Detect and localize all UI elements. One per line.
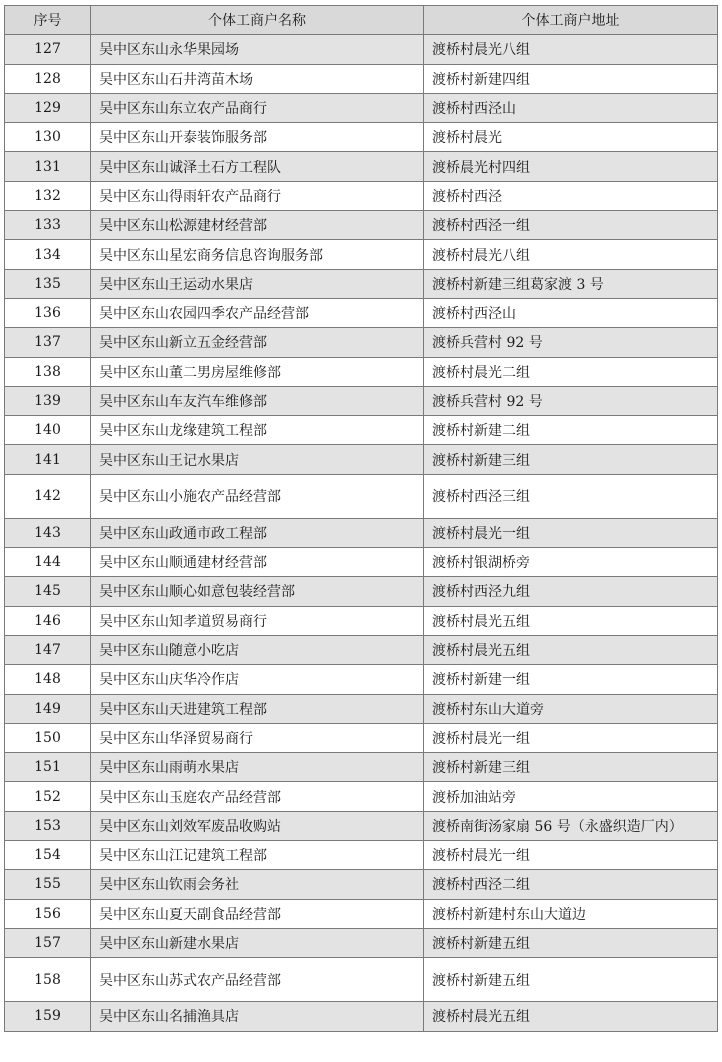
merchant-name-cell: 吴中区东山小施农产品经营部 [91, 474, 424, 518]
merchant-name-cell: 吴中区东山雨萌水果店 [91, 753, 424, 782]
merchant-name-cell: 吴中区东山王运动水果店 [91, 269, 424, 298]
merchant-name-cell: 吴中区东山星宏商务信息咨询服务部 [91, 240, 424, 269]
table-row [5, 298, 718, 327]
merchant-name-cell: 吴中区东山王记水果店 [91, 445, 424, 474]
merchant-address-cell: 渡桥村西泾三组 [424, 474, 718, 518]
merchant-name-cell: 吴中区东山刘效军废品收购站 [91, 811, 424, 840]
merchant-address-cell: 渡桥村晨光一组 [424, 841, 718, 870]
merchant-name-cell: 吴中区东山夏天副食品经营部 [91, 899, 424, 928]
merchant-name-cell: 吴中区东山苏式农产品经营部 [91, 958, 424, 1002]
serial-cell: 150 [5, 723, 91, 752]
table-row [5, 211, 718, 240]
table-row [5, 269, 718, 298]
merchant-name-cell: 吴中区东山名捕渔具店 [91, 1002, 424, 1031]
table-row [5, 577, 718, 606]
merchant-address-cell: 渡桥村银湖桥旁 [424, 548, 718, 577]
table-row [5, 870, 718, 899]
table-row [5, 548, 718, 577]
table-row [5, 635, 718, 664]
merchant-name-cell: 吴中区东山天进建筑工程部 [91, 694, 424, 723]
table-row [5, 841, 718, 870]
merchant-address-cell: 渡桥兵营村 92 号 [424, 386, 718, 415]
table-body [5, 35, 718, 1031]
serial-cell: 158 [5, 958, 91, 1002]
serial-cell: 142 [5, 474, 91, 518]
merchant-name-cell: 吴中区东山得雨轩农产品商行 [91, 181, 424, 210]
merchant-name-cell: 吴中区东山开泰装饰服务部 [91, 123, 424, 152]
table-row [5, 35, 718, 64]
merchant-address-cell: 渡桥村新建五组 [424, 928, 718, 957]
merchant-name-cell: 吴中区东山随意小吃店 [91, 635, 424, 664]
merchant-name-cell: 吴中区东山知孝道贸易商行 [91, 606, 424, 635]
serial-cell: 141 [5, 445, 91, 474]
table-row [5, 899, 718, 928]
merchant-address-cell: 渡桥村晨光 [424, 123, 718, 152]
merchant-address-cell: 渡桥加油站旁 [424, 782, 718, 811]
merchant-name-cell: 吴中区东山诚泽土石方工程队 [91, 152, 424, 181]
serial-cell: 154 [5, 841, 91, 870]
serial-cell: 146 [5, 606, 91, 635]
header-merchant-address: 个体工商户地址 [424, 6, 718, 35]
merchant-address-cell: 渡桥村新建三组 [424, 753, 718, 782]
serial-cell: 144 [5, 548, 91, 577]
table-row [5, 386, 718, 415]
table-row [5, 753, 718, 782]
serial-cell: 129 [5, 93, 91, 122]
table-row [5, 474, 718, 518]
merchant-address-cell: 渡桥村新建四组 [424, 64, 718, 93]
merchant-name-cell: 吴中区东山政通市政工程部 [91, 518, 424, 547]
serial-cell: 143 [5, 518, 91, 547]
serial-cell: 151 [5, 753, 91, 782]
merchant-name-cell: 吴中区东山石井湾苗木场 [91, 64, 424, 93]
table-row [5, 1002, 718, 1031]
serial-cell: 127 [5, 35, 91, 64]
merchant-name-cell: 吴中区东山新立五金经营部 [91, 328, 424, 357]
merchant-name-cell: 吴中区东山松源建材经营部 [91, 211, 424, 240]
serial-cell: 159 [5, 1002, 91, 1031]
serial-cell: 130 [5, 123, 91, 152]
header-serial: 序号 [5, 6, 91, 35]
table-row [5, 93, 718, 122]
serial-cell: 153 [5, 811, 91, 840]
merchant-address-cell: 渡桥村西泾山 [424, 298, 718, 327]
merchant-address-cell: 渡桥村新建三组葛家渡 3 号 [424, 269, 718, 298]
table-row [5, 518, 718, 547]
merchant-name-cell: 吴中区东山顺心如意包装经营部 [91, 577, 424, 606]
serial-cell: 132 [5, 181, 91, 210]
merchant-address-cell: 渡桥村晨光一组 [424, 518, 718, 547]
merchant-address-cell: 渡桥村新建一组 [424, 665, 718, 694]
merchant-address-cell: 渡桥村晨光一组 [424, 723, 718, 752]
serial-cell: 139 [5, 386, 91, 415]
table-row [5, 606, 718, 635]
table-row [5, 357, 718, 386]
serial-cell: 128 [5, 64, 91, 93]
merchant-address-cell: 渡桥兵营村 92 号 [424, 328, 718, 357]
merchant-name-cell: 吴中区东山车友汽车维修部 [91, 386, 424, 415]
merchant-name-cell: 吴中区东山新建水果店 [91, 928, 424, 957]
table-row [5, 928, 718, 957]
table-row [5, 665, 718, 694]
merchant-name-cell: 吴中区东山董二男房屋维修部 [91, 357, 424, 386]
merchant-address-cell: 渡桥村西泾九组 [424, 577, 718, 606]
header-row [5, 6, 718, 35]
table-row [5, 152, 718, 181]
merchant-address-cell: 渡桥村晨光五组 [424, 635, 718, 664]
merchant-name-cell: 吴中区东山钦雨会务社 [91, 870, 424, 899]
table-row [5, 958, 718, 1002]
serial-cell: 155 [5, 870, 91, 899]
serial-cell: 140 [5, 416, 91, 445]
serial-cell: 148 [5, 665, 91, 694]
merchant-address-cell: 渡桥村晨光二组 [424, 357, 718, 386]
table-row [5, 811, 718, 840]
merchant-name-cell: 吴中区东山华泽贸易商行 [91, 723, 424, 752]
serial-cell: 156 [5, 899, 91, 928]
merchant-address-cell: 渡桥村晨光五组 [424, 1002, 718, 1031]
table-row [5, 328, 718, 357]
merchant-name-cell: 吴中区东山庆华冷作店 [91, 665, 424, 694]
merchant-address-cell: 渡桥晨光村四组 [424, 152, 718, 181]
table-row [5, 416, 718, 445]
merchant-name-cell: 吴中区东山东立农产品商行 [91, 93, 424, 122]
merchant-address-cell: 渡桥村新建五组 [424, 958, 718, 1002]
serial-cell: 157 [5, 928, 91, 957]
serial-cell: 147 [5, 635, 91, 664]
merchant-name-cell: 吴中区东山玉庭农产品经营部 [91, 782, 424, 811]
serial-cell: 133 [5, 211, 91, 240]
merchant-address-cell: 渡桥村新建二组 [424, 416, 718, 445]
serial-cell: 152 [5, 782, 91, 811]
merchant-name-cell: 吴中区东山永华果园场 [91, 35, 424, 64]
serial-cell: 136 [5, 298, 91, 327]
merchant-address-cell: 渡桥南街汤家扇 56 号（永盛织造厂内） [424, 811, 718, 840]
merchant-name-cell: 吴中区东山龙缘建筑工程部 [91, 416, 424, 445]
table-row [5, 64, 718, 93]
table-row [5, 240, 718, 269]
merchant-name-cell: 吴中区东山农园四季农产品经营部 [91, 298, 424, 327]
header-merchant-name: 个体工商户名称 [91, 6, 424, 35]
serial-cell: 131 [5, 152, 91, 181]
table-row [5, 723, 718, 752]
merchant-address-cell: 渡桥村西泾二组 [424, 870, 718, 899]
table-row [5, 694, 718, 723]
table-row [5, 445, 718, 474]
merchant-address-cell: 渡桥村晨光八组 [424, 240, 718, 269]
merchant-address-cell: 渡桥村西泾 [424, 181, 718, 210]
merchant-address-cell: 渡桥村东山大道旁 [424, 694, 718, 723]
merchant-address-cell: 渡桥村西泾一组 [424, 211, 718, 240]
merchant-name-cell: 吴中区东山顺通建材经营部 [91, 548, 424, 577]
merchant-address-cell: 渡桥村晨光五组 [424, 606, 718, 635]
merchant-table [4, 5, 718, 1032]
serial-cell: 149 [5, 694, 91, 723]
table-row [5, 123, 718, 152]
merchant-address-cell: 渡桥村晨光八组 [424, 35, 718, 64]
serial-cell: 135 [5, 269, 91, 298]
serial-cell: 134 [5, 240, 91, 269]
serial-cell: 145 [5, 577, 91, 606]
merchant-address-cell: 渡桥村西泾山 [424, 93, 718, 122]
serial-cell: 138 [5, 357, 91, 386]
table-row [5, 181, 718, 210]
merchant-name-cell: 吴中区东山江记建筑工程部 [91, 841, 424, 870]
merchant-address-cell: 渡桥村新建三组 [424, 445, 718, 474]
serial-cell: 137 [5, 328, 91, 357]
table-row [5, 782, 718, 811]
merchant-address-cell: 渡桥村新建村东山大道边 [424, 899, 718, 928]
